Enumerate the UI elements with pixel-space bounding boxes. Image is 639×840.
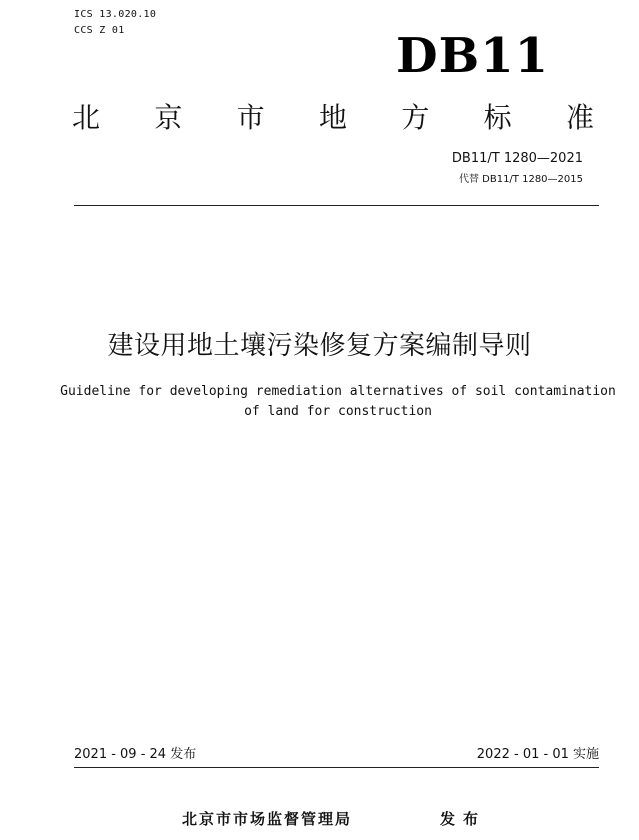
standard-type-char: 准 <box>565 101 594 134</box>
english-title-line-1: Guideline for developing remediation alternatives of soil contamination <box>60 384 616 399</box>
standard-type-heading <box>72 98 594 138</box>
standard-type-char: 方 <box>401 101 430 134</box>
issue-date: 2021 - 09 - 24 发布 <box>74 747 197 762</box>
standard-type-char: 标 <box>483 101 512 134</box>
standard-number: DB11/T 1280—2021 <box>451 151 583 166</box>
footer-divider <box>74 767 599 768</box>
standard-type-char: 京 <box>154 101 183 134</box>
document-title-chinese: 建设用地土壤污染修复方案编制导则 <box>107 331 532 361</box>
standard-type-char: 地 <box>318 101 347 134</box>
standard-type-char: 北 <box>72 101 101 134</box>
publisher-name: 北京市市场监督管理局 <box>182 810 353 828</box>
implementation-date: 2022 - 01 - 01 实施 <box>476 747 599 762</box>
header-divider <box>74 205 599 206</box>
ics-code: ICS 13.020.10 <box>74 9 157 20</box>
english-title-line-2: of land for construction <box>244 404 432 419</box>
ccs-code: CCS Z 01 <box>74 25 125 36</box>
document-title-english <box>40 382 636 422</box>
publish-label: 发布 <box>440 810 487 828</box>
standard-mark: DB11 <box>396 28 549 84</box>
replaces-standard: 代替 DB11/T 1280—2015 <box>458 174 583 185</box>
standard-type-char: 市 <box>236 101 265 134</box>
